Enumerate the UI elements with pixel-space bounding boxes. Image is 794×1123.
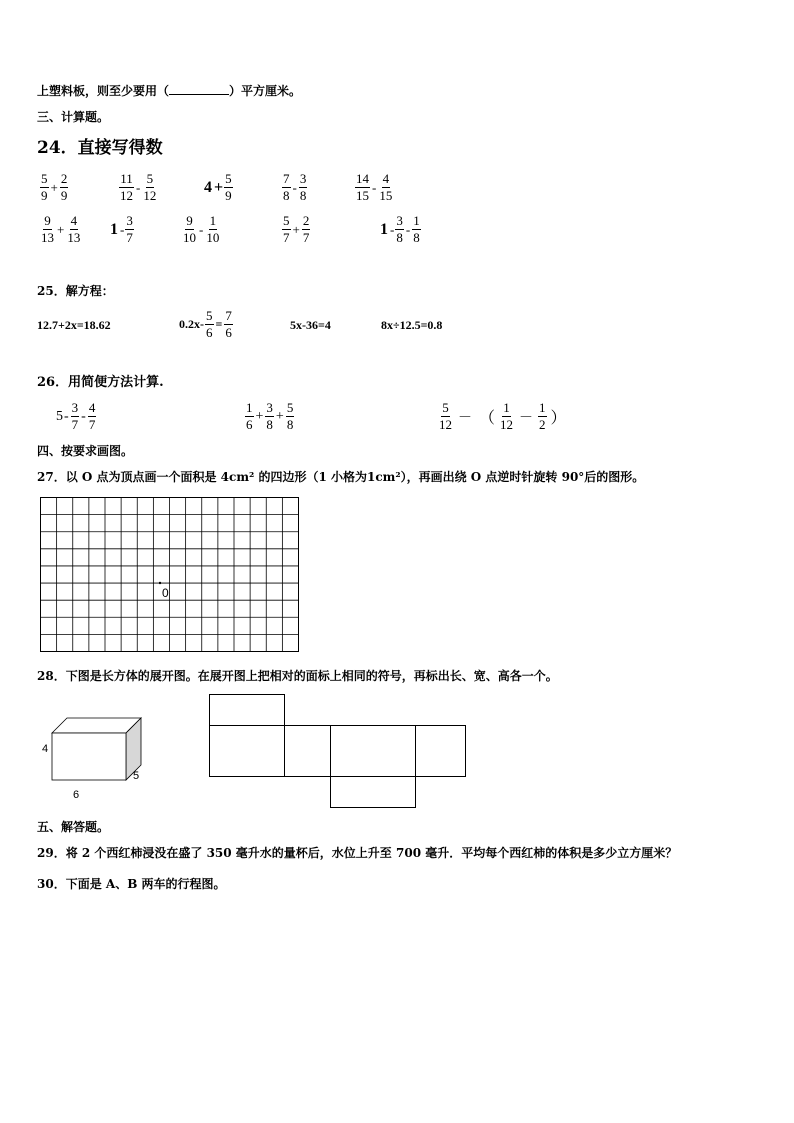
operator: =: [215, 317, 223, 331]
numerator: 5: [206, 308, 213, 323]
fraction: [286, 401, 295, 432]
fraction: [88, 401, 97, 432]
operator: －: [458, 410, 472, 426]
fraction: [438, 401, 453, 432]
numerator: 1: [503, 400, 510, 415]
denominator: 7: [88, 417, 96, 432]
operator: +: [292, 221, 300, 237]
operator: -: [390, 221, 395, 237]
numerator: 3: [126, 213, 133, 228]
denominator: 6: [225, 325, 232, 340]
denominator: 6: [206, 325, 213, 340]
answer-blank[interactable]: [169, 83, 229, 95]
denominator: 8: [266, 417, 273, 432]
numerator: 5: [146, 171, 154, 186]
q25-eq-1: 12.7+2x=18.62: [37, 318, 111, 332]
section-4-heading: 四、按要求画图。: [37, 444, 134, 458]
numerator: 2: [60, 171, 68, 186]
denominator: 10: [206, 230, 220, 245]
q29-text: 29．将 2 个西红柿浸没在盛了 350 毫升水的量杯后，水位上升至 700 毫升．平均每个西红柿的体积是多少立方厘米？: [37, 846, 678, 860]
operator: -: [120, 221, 125, 237]
denominator: 13: [67, 230, 81, 245]
fraction: [142, 172, 157, 203]
q24-expr-6: [39, 214, 82, 245]
numerator: 4: [70, 213, 78, 228]
denominator: 12: [439, 417, 452, 432]
q26-expr-1: 5 - $\frac{3}{7}$ - $\frac{4}{7}$: [56, 400, 96, 432]
fraction: [265, 401, 274, 432]
numerator: 4: [88, 400, 96, 415]
fraction: [538, 401, 547, 432]
denominator: 15: [379, 188, 393, 203]
cuboid-top-face: [52, 718, 141, 733]
q28-net[interactable]: [206, 692, 470, 812]
point-o-label: 0: [162, 586, 169, 600]
fraction: [40, 172, 49, 203]
fraction: [60, 172, 69, 203]
q24-expr-5: [354, 172, 394, 203]
fraction: [40, 214, 55, 245]
denominator: 10: [183, 230, 196, 245]
q28-cuboid: [38, 712, 158, 802]
fraction: [71, 401, 80, 432]
numerator: 1: [413, 213, 420, 228]
section-5-heading: 五、解答题。: [37, 820, 110, 834]
fraction: [119, 172, 134, 203]
operator: -: [372, 179, 377, 195]
numerator: 5: [286, 400, 294, 415]
dim-length-label: 6: [73, 789, 80, 801]
fraction: [412, 214, 421, 245]
dim-width-label: 5: [133, 770, 140, 782]
operator: 1: [380, 220, 388, 238]
fraction: [245, 401, 254, 432]
operator: +: [57, 221, 65, 237]
denominator: 7: [283, 230, 290, 245]
q23-text-post: ）平方厘米。: [229, 84, 302, 98]
numerator: 7: [283, 171, 290, 186]
fraction: [299, 172, 308, 203]
operator: -: [199, 221, 204, 237]
numerator: 4: [382, 171, 390, 186]
q25-eq-3: 5x-36=4: [290, 318, 331, 332]
numerator: 5: [225, 171, 232, 186]
net-face-1: [210, 726, 285, 777]
numerator: 1: [209, 213, 217, 228]
section-3-heading: 三、计算题。: [37, 110, 110, 124]
fraction: [205, 309, 214, 340]
q28-text: 28．下图是长方体的展开图。在展开图上把相对的面标上相同的符号，再标出长、宽、高各一个。: [37, 669, 558, 683]
numerator: 3: [71, 400, 79, 415]
operator: －: [519, 410, 534, 426]
denominator: 8: [413, 230, 420, 245]
grid-cells: [41, 498, 299, 652]
operator: +: [214, 178, 224, 196]
point-o: [159, 582, 161, 584]
operator: ）: [550, 410, 567, 427]
denominator: 9: [225, 188, 232, 203]
question-23-tail: [37, 83, 301, 99]
numerator: 3: [396, 213, 403, 228]
numerator: 2: [302, 213, 310, 228]
q24-expr-8: [181, 214, 221, 245]
q25-eq-2: 0.2x- $\frac{5}{6}$ = $\frac{7}{6}$: [179, 308, 232, 340]
fraction: [282, 172, 291, 203]
net-face-bottom: [331, 777, 416, 808]
q24-expr-9: [281, 214, 311, 245]
numerator: 5: [283, 213, 290, 228]
operator: -: [64, 408, 69, 424]
operator: -: [136, 179, 141, 195]
q25-title: 25．解方程：: [37, 284, 114, 298]
denominator: 15: [356, 188, 369, 203]
denominator: 12: [500, 417, 514, 432]
net-face-2: [285, 726, 331, 777]
fraction: [499, 401, 514, 432]
net-face-4: [416, 726, 466, 777]
q26-expr-2: [244, 401, 295, 432]
fraction: [378, 172, 393, 203]
q24-expr-2: [118, 172, 158, 203]
numerator: 5: [442, 400, 449, 415]
cuboid-front-face: [52, 733, 126, 780]
denominator: 6: [246, 417, 253, 432]
numerator: 3: [299, 171, 307, 186]
numerator: 9: [44, 213, 51, 228]
numerator: 3: [266, 400, 273, 415]
operator: +: [275, 408, 284, 424]
net-face-top: [210, 695, 285, 726]
numerator: 5: [41, 171, 48, 186]
operator: 4: [204, 178, 212, 196]
denominator: 2: [539, 417, 546, 432]
q24-expr-10: [378, 214, 422, 245]
denominator: 7: [126, 230, 133, 245]
operator: -: [405, 221, 411, 237]
q27-grid[interactable]: [40, 497, 300, 653]
fraction: [355, 172, 370, 203]
denominator: 12: [120, 188, 133, 203]
operator: -: [81, 408, 86, 424]
fraction: [224, 309, 233, 340]
denominator: 7: [71, 417, 79, 432]
q24-expr-4: [281, 172, 308, 203]
q26-expr-3: [437, 401, 570, 432]
operator: 1: [110, 220, 118, 238]
fraction: [302, 214, 311, 245]
denominator: 8: [396, 230, 403, 245]
denominator: 9: [41, 188, 48, 203]
denominator: 13: [41, 230, 54, 245]
q27-text: 27．以 O 点为顶点画一个面积是 4cm² 的四边形（1 小格为1cm²），再画出绕 O 点逆时针旋转 90°后的图形。: [37, 470, 645, 484]
q24-expr-7: [108, 214, 135, 245]
operator: +: [50, 179, 58, 195]
q25-eq-4: 8x÷12.5=0.8: [381, 318, 443, 332]
operator: -: [292, 179, 297, 195]
q24-expr-3: [202, 172, 234, 203]
denominator: 9: [60, 188, 68, 203]
q23-text-pre: 上塑料板，则至少要用（: [37, 84, 170, 98]
fraction: [282, 214, 291, 245]
q26-title: 26．用简便方法计算.: [37, 375, 164, 390]
q30-text: 30．下面是 A、B 两车的行程图。: [37, 877, 226, 891]
fraction: [66, 214, 81, 245]
fraction: [395, 214, 404, 245]
numerator: 1: [539, 400, 546, 415]
numerator: 1: [246, 400, 253, 415]
numerator: 14: [356, 171, 369, 186]
q24-title: 24．直接写得数: [37, 138, 163, 158]
net-face-3: [331, 726, 416, 777]
numerator: 7: [225, 308, 232, 323]
q24-expr-1: [39, 172, 69, 203]
dim-height-label: 4: [42, 743, 49, 755]
numerator: 9: [186, 213, 193, 228]
fraction: [224, 172, 233, 203]
denominator: 8: [283, 188, 290, 203]
denominator: 7: [302, 230, 310, 245]
denominator: 12: [143, 188, 157, 203]
fraction: [182, 214, 197, 245]
operator: +: [255, 408, 264, 424]
fraction: [205, 214, 220, 245]
fraction: [125, 214, 134, 245]
denominator: 8: [286, 417, 294, 432]
denominator: 8: [299, 188, 307, 203]
numerator: 11: [120, 171, 133, 186]
operator: （: [479, 410, 496, 427]
